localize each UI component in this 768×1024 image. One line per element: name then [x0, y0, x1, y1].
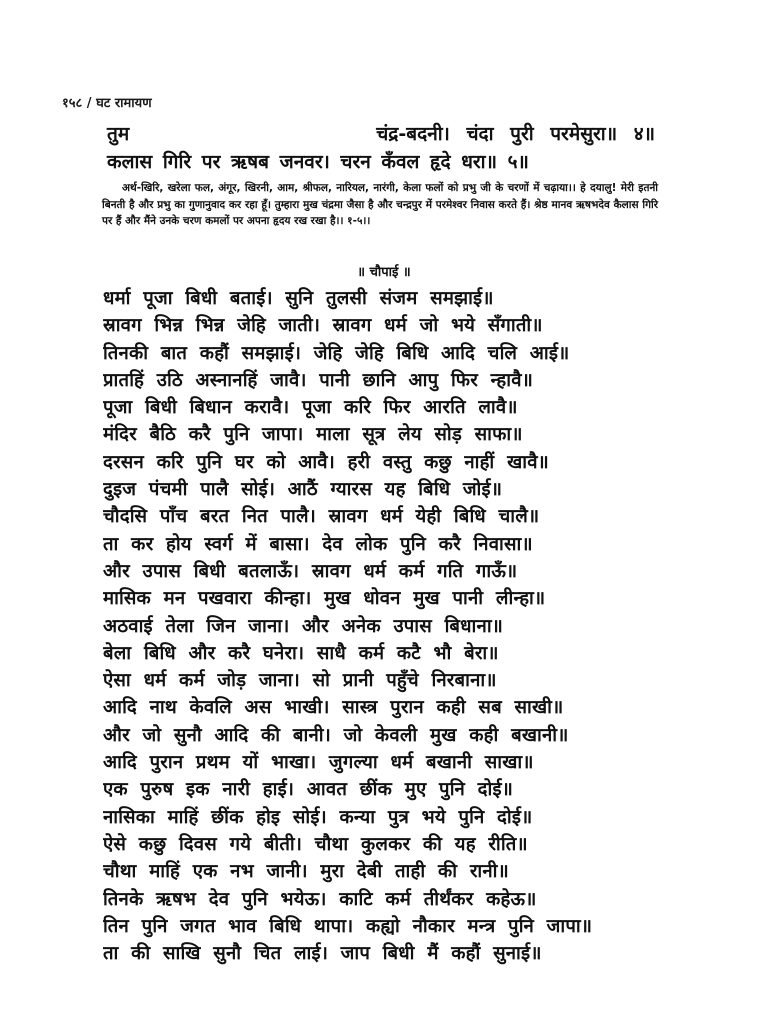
chaupai-line: बेला बिधि और करै घनेरा। साधै कर्म कटै भौ बेरा॥ [103, 642, 499, 664]
chaupai-line: ऐसे कछु दिवस गये बीती। चौथा कुलकर की यह रीति॥ [103, 833, 528, 855]
chaupai-line: स्रावग भिन्न भिन्न जेहि जाती। स्रावग धर्म जो भये सँगाती॥ [103, 315, 543, 337]
chaupai-line: आदि पुरान प्रथम यों भाखा। जुगल्या धर्म बखानी साखा॥ [103, 752, 534, 774]
chaupai-line: दरसन करि पुनि घर को आवै। हरी वस्तु कछु नाहीं खावै॥ [103, 451, 549, 473]
chaupai-line: एक पुरुष इक नारी हाई। आवत छींक मुए पुनि दोई॥ [103, 779, 514, 801]
chaupai-heading: ॥ चौपाई ॥ [357, 265, 411, 280]
chaupai-line: और जो सुनौ आदि की बानी। जो केवली मुख कही बखानी॥ [103, 724, 569, 746]
chaupai-line: पूजा बिधी बिधान करावै। पूजा करि फिर आरति लावै॥ [103, 397, 518, 419]
meaning-paragraph [102, 180, 658, 230]
verse-line-4-left: तुम [107, 123, 130, 145]
chaupai-line: तिनकी बात कहौं समझाई। जेहि जेहि बिधि आदि चलि आई॥ [103, 342, 570, 364]
verse-line-5 [107, 148, 655, 174]
chaupai-line: नासिका माहिं छींक होइ सोई। कन्या पुत्र भये पुनि दोई॥ [103, 806, 533, 828]
chaupai-line: चौदसि पाँच बरत नित पालै। स्रावग धर्म येही बिधि चालै॥ [103, 506, 540, 528]
chaupai-line: चौथा माहिं एक नभ जानी। मुरा देबी ताही की रानी॥ [103, 861, 509, 883]
chaupai-line: मंदिर बैठि करै पुनि जापा। माला सूत्र लेय सोड़ साफा॥ [103, 424, 523, 446]
chaupai-line: धर्मा पूजा बिधी बताई। सुनि तुलसी संजम समझाई॥ [103, 288, 494, 309]
verse-line-4-right: चंद्र-बदनी। चंदा पुरी परमेसुरा॥ ४॥ [376, 123, 655, 145]
verse-line-5-text: कलास गिरि पर ऋषब जनवर। चरन कँवल हृदे धरा॥ ५॥ [107, 151, 529, 173]
chaupai-line: अठवाई तेला जिन जाना। और अनेक उपास बिधाना॥ [103, 615, 504, 637]
chaupai-line: ता कर होय स्वर्ग में बासा। देव लोक पुनि करै निवासा॥ [103, 533, 533, 555]
chaupai-line: तिन पुनि जगत भाव बिधि थापा। कह्यो नौकार मन्त्र पुनि जापा॥ [103, 915, 593, 937]
chaupai-line: आदि नाथ केवलि अस भाखी। सास्त्र पुरान कही सब साखी॥ [103, 697, 564, 719]
verse-line-4 [107, 120, 655, 146]
page-header: १५८ / घट रामायण [62, 96, 152, 111]
chaupai-line: मासिक मन पखवारा कीन्हा। मुख धोवन मुख पानी लीन्हा॥ [103, 588, 546, 610]
chaupai-line: ता की साखि सुनौ चित लाई। जाप बिधी मैं कहौं सुनाई॥ [103, 943, 542, 965]
chaupai-line: और उपास बिधी बतलाऊँ। स्रावग धर्म कर्म गति गाऊँ॥ [103, 560, 518, 582]
chaupai-line: ऐसा धर्म कर्म जोड़ जाना। सो प्रानी पहुँचे निरबाना॥ [103, 670, 497, 692]
chaupai-verses [103, 285, 683, 967]
chaupai-line: तिनके ऋषभ देव पुनि भयेऊ। काटि कर्म तीर्थंकर कहेऊ॥ [103, 888, 537, 910]
chaupai-line: प्रातहिं उठि अस्नानहिं जावै। पानी छानि आपु फिर न्हावै॥ [103, 369, 533, 391]
meaning-text: अर्थ-खिरि, खरेला फल, अंगूर, खिरनी, आम, श्रीफल, नारियल, नारंगी, केला फलों को प्रभु जी के चरणों में चढ़ाया।। हे दयालु! मेरी इतनी बिनती है और प्रभु का गुणानुवाद कर रहा हूँ। तुम्हारा मुख चंद्रमा जैसा है और चन्द्रपुर में परमेश्वर निवास करते हैं। श्रेष्ठ मानव ऋषभदेव कैलास गिरि पर हैं और मैंने उनके चरण कमलों पर अपना हृदय रख रखा है।। १-५।। [102, 182, 658, 227]
chaupai-line: दुइज पंचमी पालै सोई। आठैं ग्यारस यह बिधि जोई॥ [103, 479, 503, 501]
